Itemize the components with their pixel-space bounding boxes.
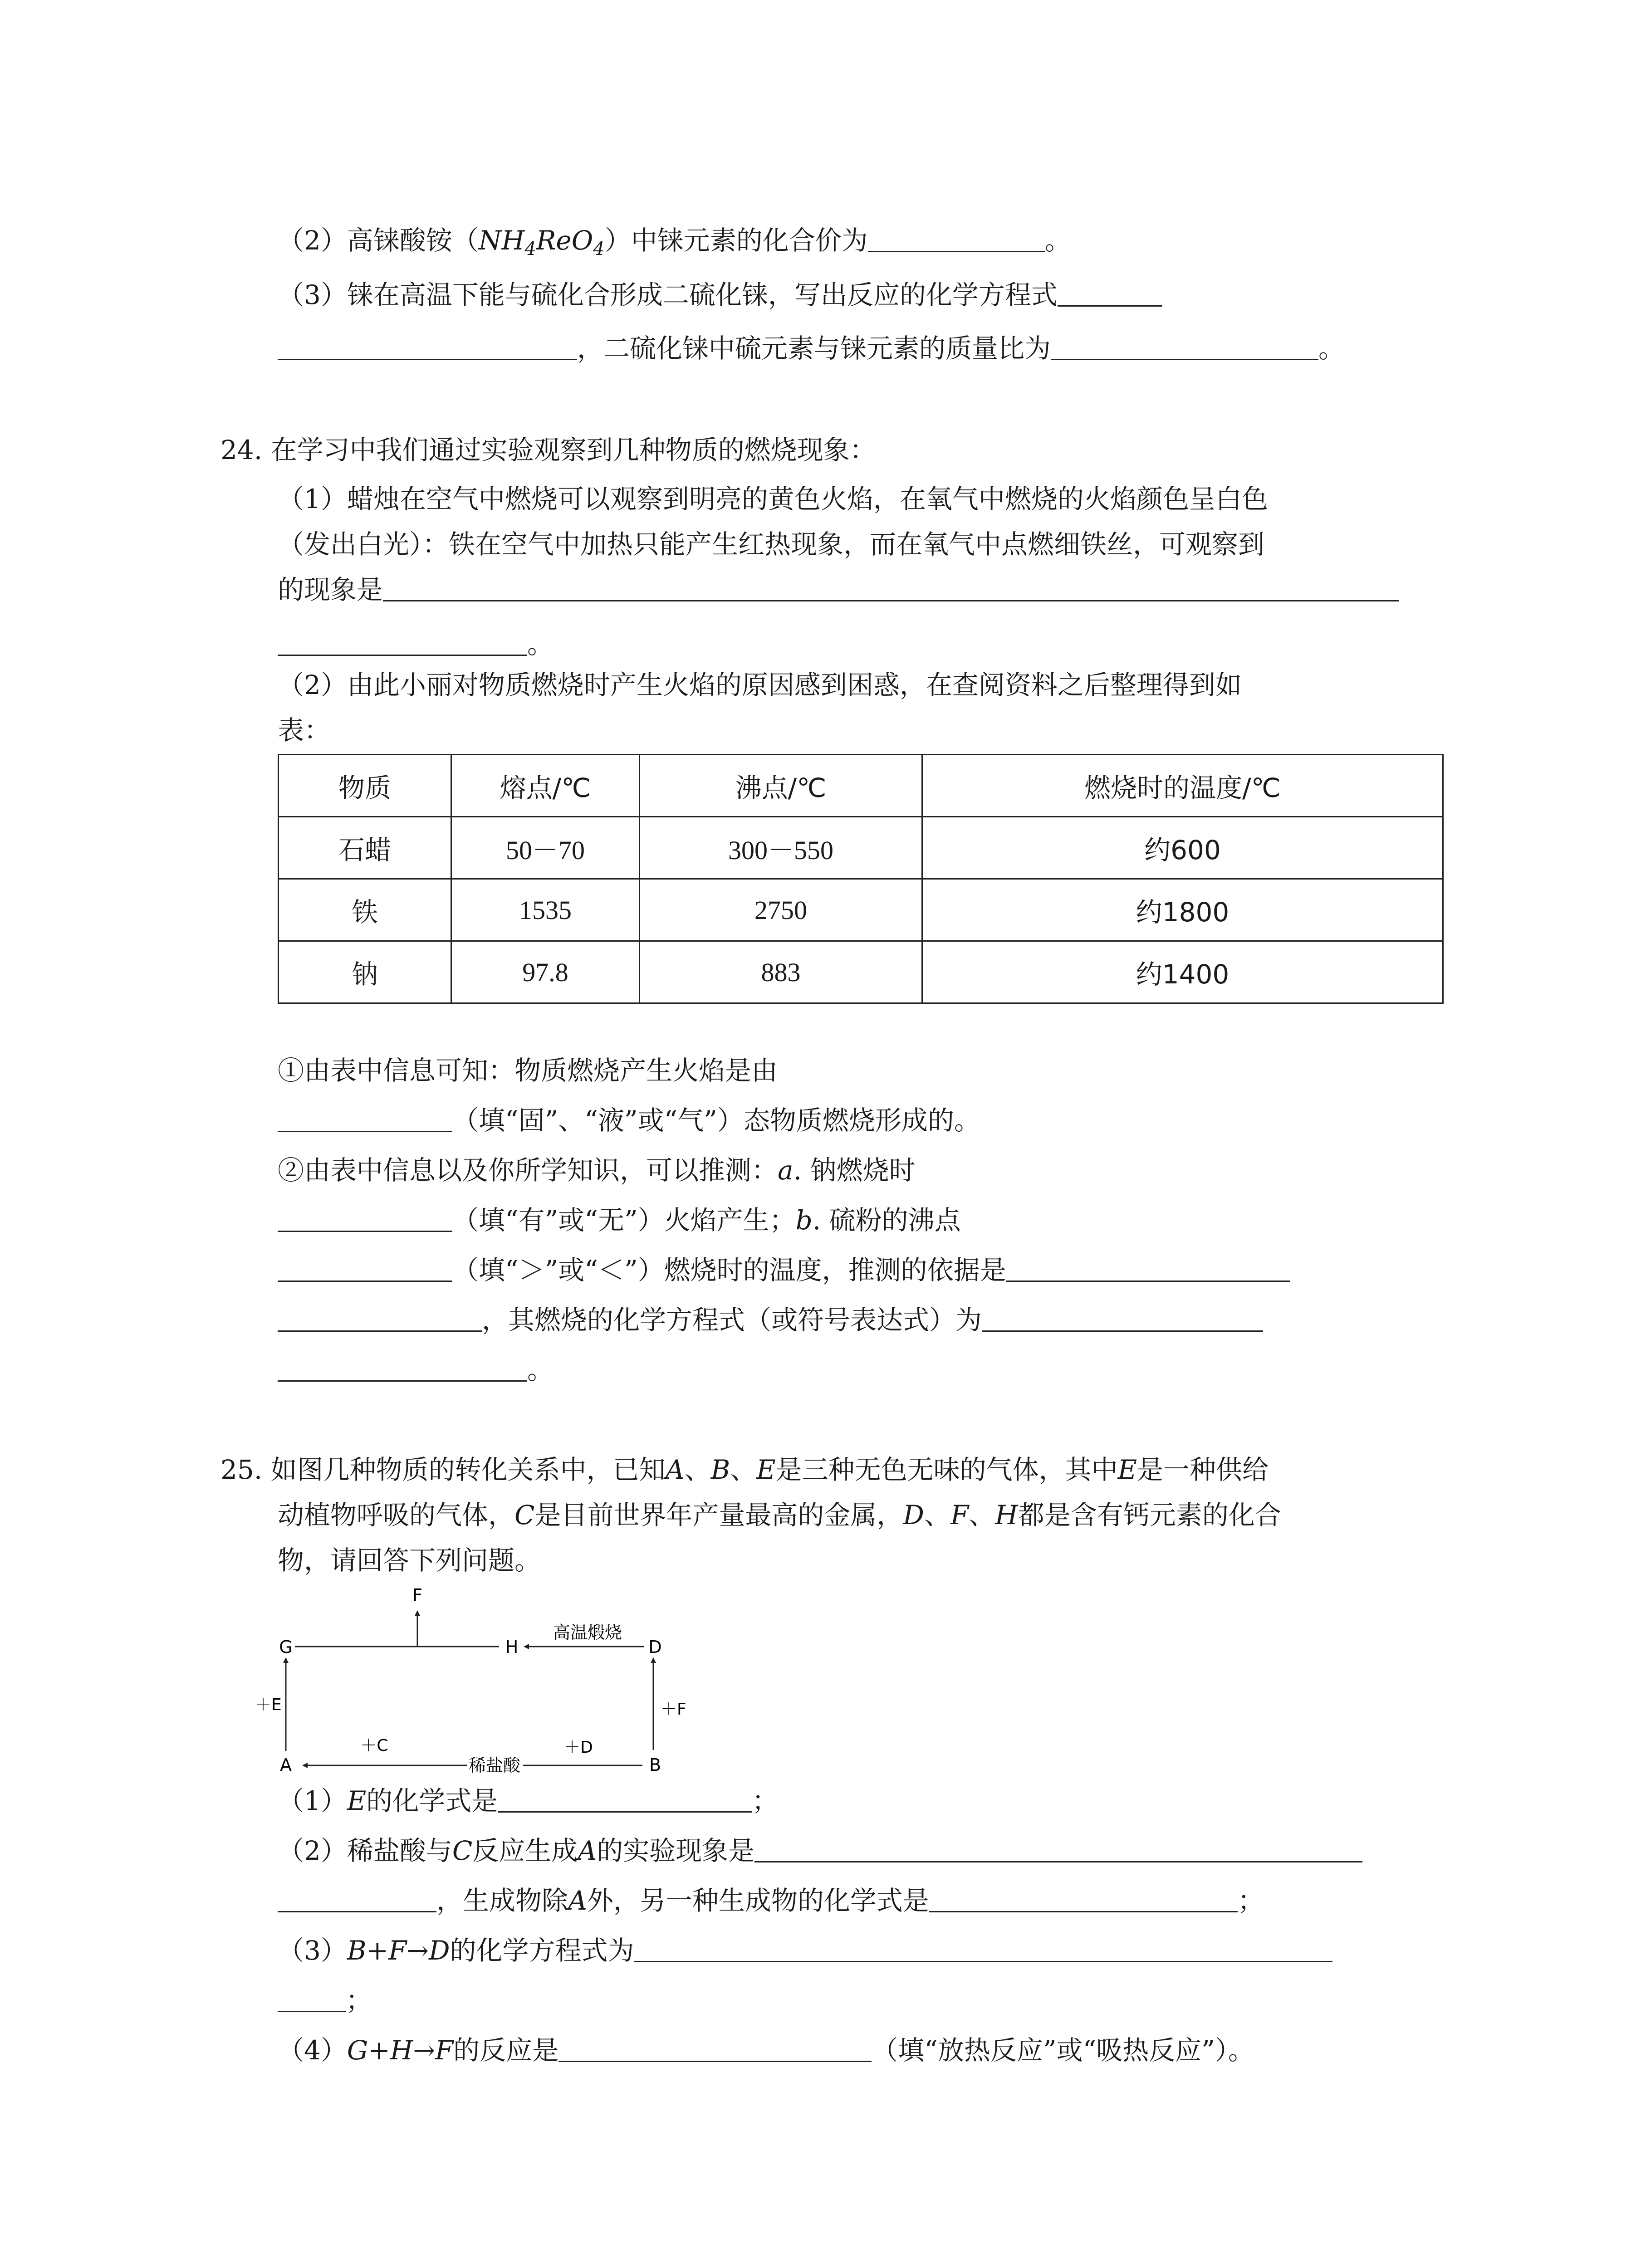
q23-part2: （2）高铼酸铵$(NH_4ReO_4)$中铼元素的化合价为 。 (278, 222, 1071, 267)
answer-blank[interactable] (278, 1303, 482, 1332)
answer-blank[interactable] (982, 1303, 1263, 1332)
node-a: A (280, 1755, 292, 1774)
label-dilute-hcl: 稀盐酸 (468, 1755, 521, 1774)
q25-a3-line2: ； (278, 1982, 372, 2019)
q24-p1-line2: （发出白光）：铁在空气中加热只能产生红热现象，而在氧气中点燃细铁丝，可观察到 (278, 529, 1265, 560)
q25-a1: （1）E的化学式是 ； (278, 1783, 778, 1819)
q24-s1-line1: ①由表中信息可知：物质燃烧产生火焰是由 (278, 1055, 778, 1086)
q25-a2-line1: （2）稀盐酸与C反应生成A的实验现象是 (278, 1833, 1362, 1869)
label-plus-e: ＋E (255, 1696, 282, 1714)
table-cell: 石蜡 (279, 817, 451, 879)
table-cell: 铁 (279, 879, 451, 941)
q25-line1: 25. 如图几种物质的转化关系中，已知A、B、E是三种无色无味的气体，其中E是一种供给 (220, 1454, 1269, 1485)
q25-a2-line2: ，生成物除A外，另一种生成物的化学式是 ； (278, 1882, 1264, 1919)
answer-blank[interactable] (278, 1253, 452, 1282)
q24-p2-line1: （2）由此小丽对物质燃烧时产生火焰的原因感到困惑，在查阅资料之后整理得到如 (278, 670, 1242, 700)
q25-a3-line1: （3）B+F→D的化学方程式为 (278, 1932, 1332, 1969)
table-cell: 约1800 (922, 879, 1443, 941)
answer-blank[interactable] (383, 573, 1399, 601)
q24-s2-line2: （填“有”或“无”）火焰产生；b. 硫粉的沸点 (278, 1202, 961, 1238)
q24-p1-line3: 的现象是 (278, 572, 1399, 608)
node-h: H (505, 1637, 519, 1657)
q24-s2-line5: 。 (278, 1352, 554, 1388)
table-cell: 50－70 (451, 817, 640, 879)
answer-blank[interactable] (634, 1934, 1332, 1962)
node-b: B (649, 1755, 661, 1774)
table-row (279, 879, 1443, 941)
q24-p2-line2: 表： (278, 715, 331, 746)
answer-blank[interactable] (1058, 278, 1162, 307)
table-cell: 1535 (451, 879, 640, 941)
table-cell: 2750 (640, 879, 922, 941)
table-row (279, 817, 1443, 879)
answer-blank[interactable] (498, 1784, 752, 1813)
q24-s1-line2: （填“固”、“液”或“气”）态物质燃烧形成的。 (278, 1102, 980, 1139)
q24-s2-line4: ，其燃烧的化学方程式（或符号表达式）为 (278, 1302, 1263, 1338)
label-plus-f: ＋F (661, 1700, 686, 1719)
answer-blank[interactable] (278, 1984, 346, 2012)
answer-blank[interactable] (278, 1884, 436, 1912)
answer-blank[interactable] (754, 1834, 1362, 1862)
node-g: G (279, 1637, 293, 1657)
q24-p1-line1: （1）蜡烛在空气中燃烧可以观察到明亮的黄色火焰，在氧气中燃烧的火焰颜色呈白色 (278, 484, 1268, 514)
node-f-top: F (412, 1585, 422, 1605)
data-table (278, 754, 1444, 1004)
label-calcination: 高温煅烧 (553, 1623, 622, 1642)
answer-blank[interactable] (278, 1203, 452, 1232)
table-header: 熔点/℃ (451, 755, 640, 817)
answer-blank[interactable] (1051, 332, 1318, 360)
answer-blank[interactable] (278, 332, 577, 360)
q24-intro: 24. 在学习中我们通过实验观察到几种物质的燃烧现象： (220, 435, 876, 465)
q24-s2-line3: （填“＞”或“＜”）燃烧时的温度，推测的依据是 (278, 1252, 1290, 1288)
table-cell: 883 (640, 941, 922, 1003)
q25-line3: 物，请回答下列问题。 (278, 1545, 541, 1576)
label-plus-c: ＋C (360, 1736, 388, 1755)
table-header: 物质 (279, 755, 451, 817)
table-cell: 约1400 (922, 941, 1443, 1003)
table-header: 沸点/℃ (640, 755, 922, 817)
table-cell: 300－550 (640, 817, 922, 879)
answer-blank[interactable] (1006, 1253, 1290, 1282)
table-cell: 97.8 (451, 941, 640, 1003)
q24-s2-line1: ②由表中信息以及你所学知识，可以推测：a. 钠燃烧时 (278, 1155, 916, 1186)
table-cell: 钠 (279, 941, 451, 1003)
q24-p1-line4: 。 (278, 626, 554, 662)
table-cell: 约600 (922, 817, 1443, 879)
table-header: 燃烧时的温度/℃ (922, 755, 1443, 817)
answer-blank[interactable] (929, 1884, 1238, 1912)
answer-blank[interactable] (278, 1353, 527, 1382)
answer-blank[interactable] (278, 1104, 452, 1132)
q25-a4: （4）G+H→F的反应是 （填“放热反应”或“吸热反应”）。 (278, 2032, 1254, 2068)
table-row (279, 941, 1443, 1003)
label-plus-d: ＋D (564, 1738, 593, 1757)
q25-line2: 动植物呼吸的气体，C是目前世界年产量最高的金属，D、F、H都是含有钙元素的化合 (278, 1500, 1281, 1530)
formula-nh4reo4: $NH_4ReO_4$ (478, 225, 605, 259)
reaction-diagram (254, 1579, 690, 1774)
table-header-row (279, 755, 1443, 817)
q23-part3-line1: （3）铼在高温下能与硫化合形成二硫化铼，写出反应的化学方程式 (278, 277, 1162, 313)
answer-blank[interactable] (868, 224, 1045, 252)
node-d: D (648, 1637, 662, 1657)
q23-part3-line2: ，二硫化铼中硫元素与铼元素的质量比为 。 (278, 330, 1345, 367)
answer-blank[interactable] (278, 627, 527, 656)
answer-blank[interactable] (558, 2033, 872, 2062)
